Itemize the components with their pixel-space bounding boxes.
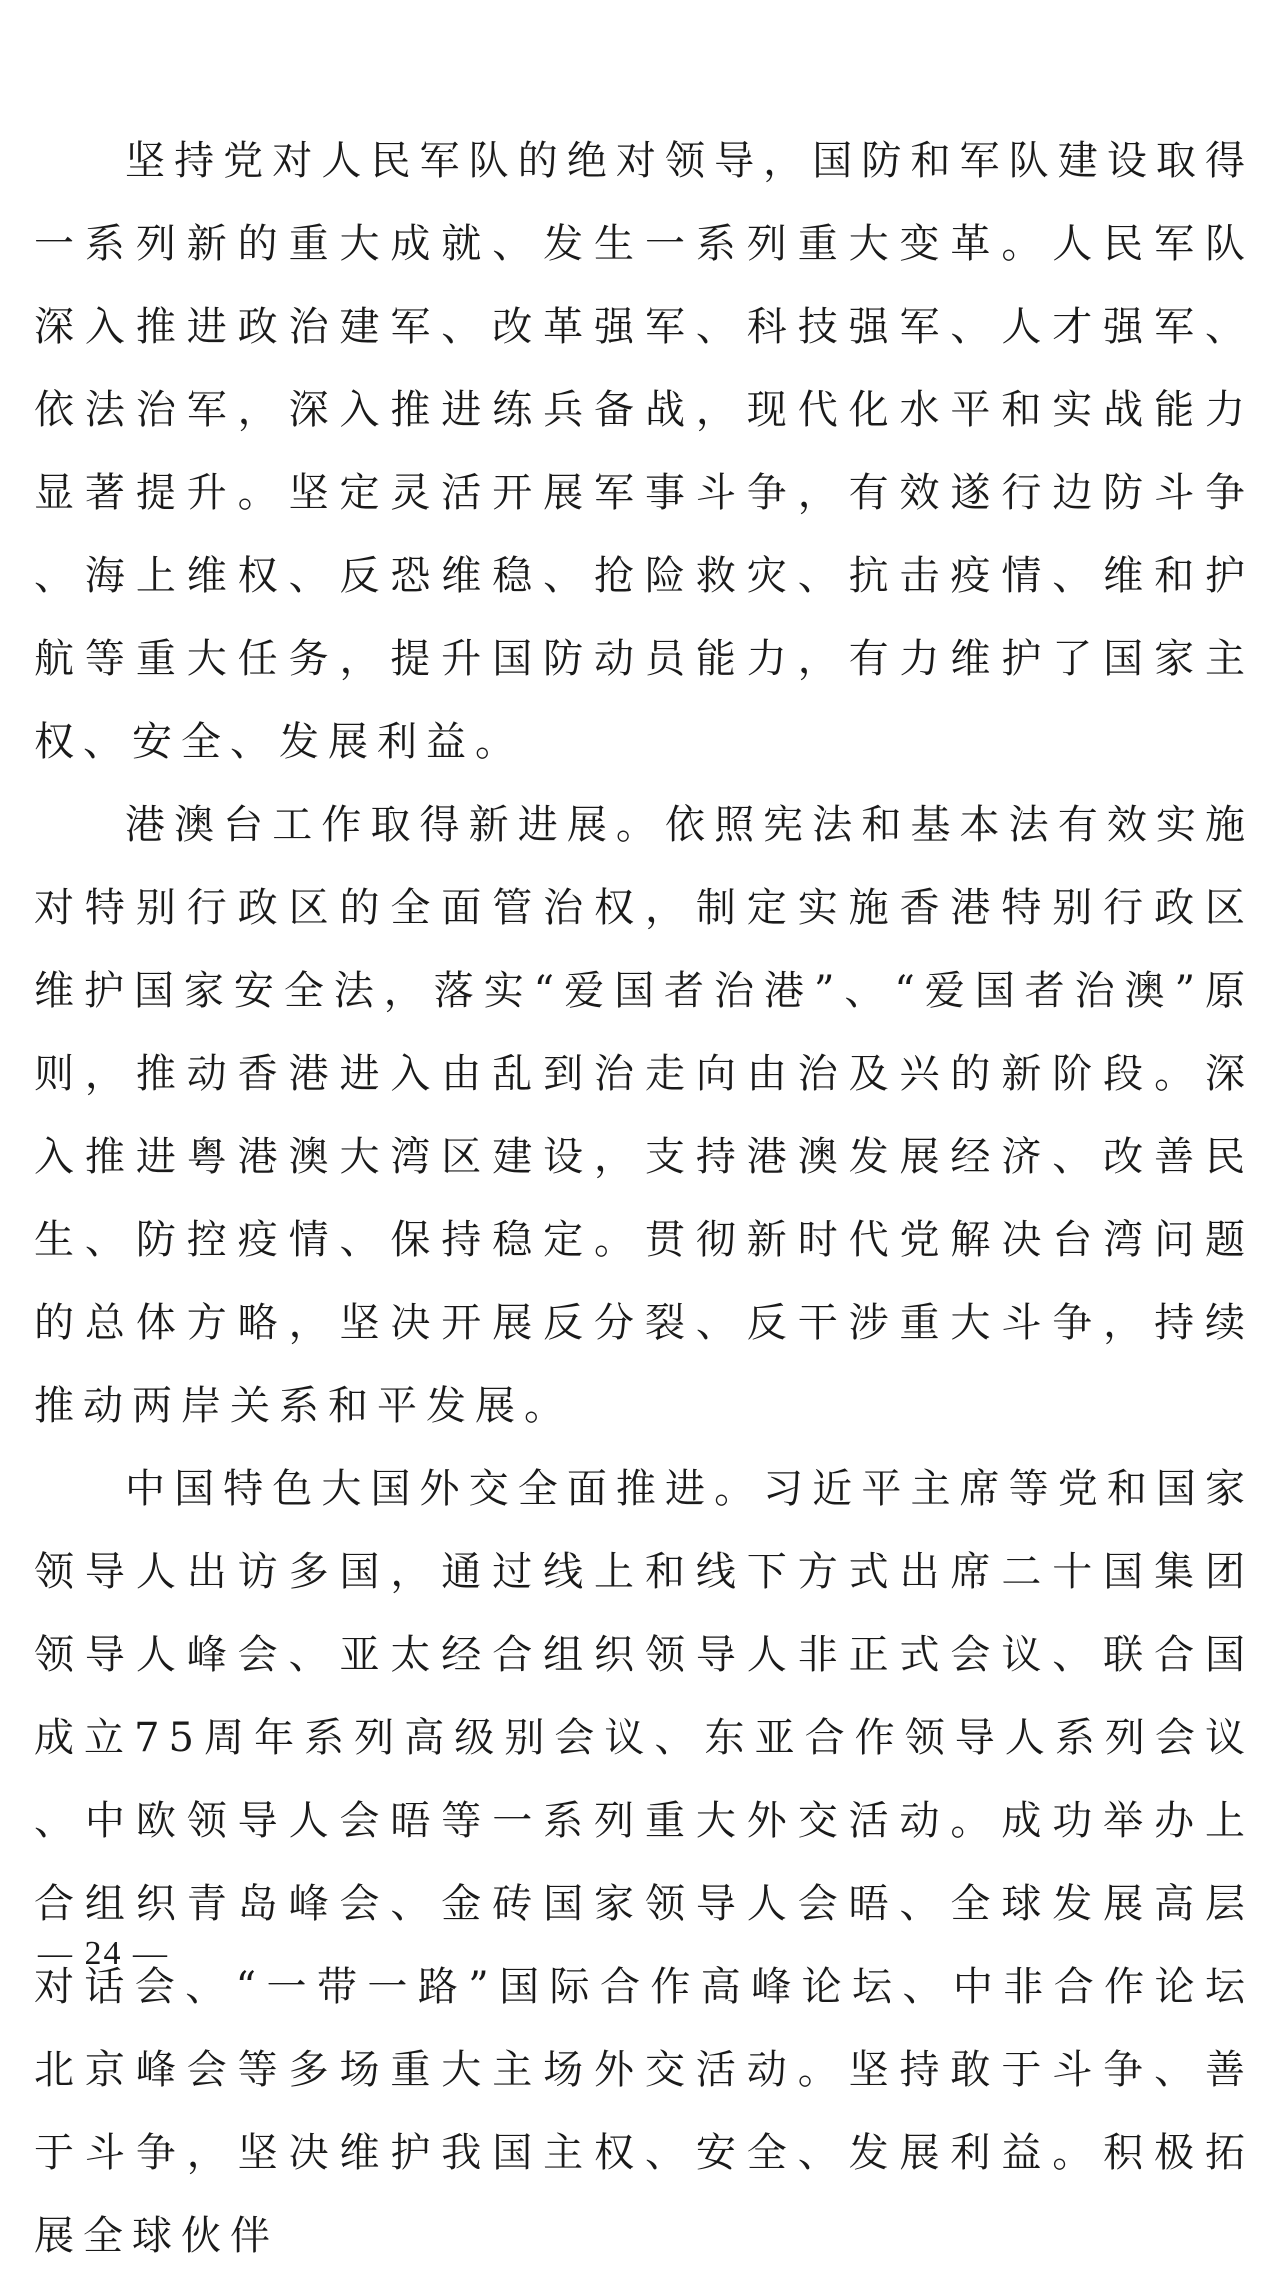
page-number: — 24 — [38,1935,169,1972]
document-body [34,120,1254,2278]
paragraph-hk-macao-taiwan: 港澳台工作取得新进展。依照宪法和基本法有效实施对特别行政区的全面管治权，制定实施香港特别行政区维护国家安全法，落实“爱国者治港”、“爱国者治澳”原则，推动香港进入由乱到治走向由治及兴的新阶段。深入推进粤港澳大湾区建设，支持港澳发展经济、改善民生、防控疫情、保持稳定。贯彻新时代党解决台湾问题的总体方略，坚决开展反分裂、反干涉重大斗争，持续推动两岸关系和平发展。 [34,802,1254,1429]
paragraph-defense: 坚持党对人民军队的绝对领导，国防和军队建设取得一系列新的重大成就、发生一系列重大变革。人民军队深入推进政治建军、改革强军、科技强军、人才强军、依法治军，深入推进练兵备战，现代化水平和实战能力显著提升。坚定灵活开展军事斗争，有效遂行边防斗争、海上维权、反恐维稳、抢险救灾、抗击疫情、维和护航等重大任务，提升国防动员能力，有力维护了国家主权、安全、发展利益。 [34,138,1254,765]
paragraph-diplomacy: 中国特色大国外交全面推进。习近平主席等党和国家领导人出访多国，通过线上和线下方式出席二十国集团领导人峰会、亚太经合组织领导人非正式会议、联合国成立75周年系列高级别会议、东亚合作领导人系列会议、中欧领导人会晤等一系列重大外交活动。成功举办上合组织青岛峰会、金砖国家领导人会晤、全球发展高层对话会、“一带一路”国际合作高峰论坛、中非合作论坛北京峰会等多场重大主场外交活动。坚持敢于斗争、善于斗争，坚决维护我国主权、安全、发展利益。积极拓展全球伙伴 [34,1466,1254,2259]
